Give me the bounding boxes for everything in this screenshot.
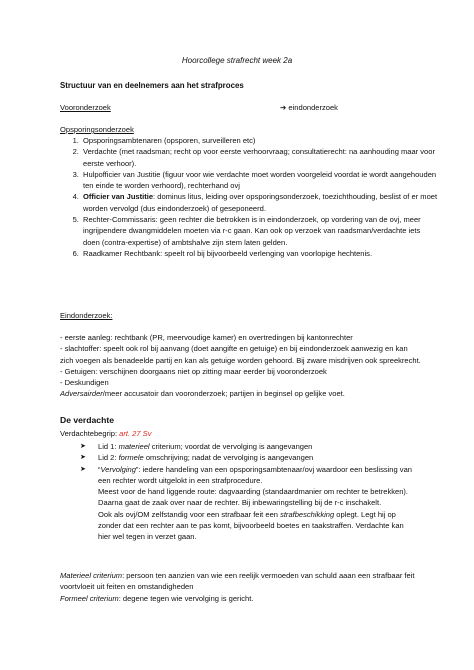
main-heading: Structuur van en deelnemers aan het strafproces [60, 81, 244, 90]
arrow-bullet-icon: ➤ [80, 443, 86, 450]
eind-line: - slachtoffer: speelt ook rol bij aanvang (doet aangifte en getuige) en bij eindonderzoek aanwezig en kan zich voegen als benadeelde partij en kan als getuige worden gehoord. Bij zware misdrijven ook spreekrecht. [60, 344, 421, 365]
lid2-text: omschrijving; nadat de vervolging is aangevangen [143, 453, 314, 463]
eind-line: - eerste aanleg: rechtbank (PR, meervoudige kamer) en overtredingen bij kantonrechter [60, 333, 353, 342]
document-title: Hoorcollege strafrecht week 2a [181, 56, 293, 65]
criterium-line [60, 593, 422, 604]
list-item: 3. Hulpofficier van Justitie (figuur voor wie verdachte moet worden voorgeleid voordat ie wordt aangehouden ten einde te worden verhoord), rechterhand ovj [81, 169, 439, 192]
list-item [76, 441, 416, 452]
verdachtebegrip-line [60, 428, 151, 439]
eindonderzoek-block [60, 332, 422, 400]
arrow-bullet-icon: ➤ [80, 465, 86, 473]
vervolging-term: Vervolging [100, 464, 136, 474]
verdachte-list [76, 441, 416, 543]
strafbeschikking-term: strafbeschikking [280, 509, 335, 519]
vooronderzoek-label: Vooronderzoek [60, 103, 111, 112]
list-item: 5. Rechter-Commissaris: geen rechter die betrokken is in eindonderzoek, op vordering van de ovj, meer ingrijpendere dwangmiddelen moeten via r-c gaan. Kan ook op verzoek van raadsman/verdachte iets doen (contra-expertise) of ambtshalve zijn stem laten gelden. [81, 214, 439, 248]
vervolging-text: ”: iedere handeling van een opsporingsambtenaar/ovj waardoor een beslissing van een rechter wordt uitgelokt in een strafprocedure. [98, 464, 412, 485]
quote-open: “ [98, 464, 101, 474]
arrow-bullet-icon: ➤ [80, 454, 86, 462]
article-reference: art. 27 Sv [119, 429, 152, 438]
criterium-line [60, 570, 422, 593]
adversair-text: /meer accusatoir dan vooronderzoek; partijen in beginsel op gelijke voet. [102, 389, 345, 399]
list-paragraph: Meest voor de hand liggende route: dagvaarding (standaardmanier om rechter te betrekken). Daarna gaat de zaak over naar de rechter. Bij inbewaringstelling bij de r-c inschakelt. [98, 487, 409, 508]
list-item: 2. Verdachte (met raadsman; recht op voor eerste verhoorvraag; consultatierecht: na aanhouding maar voor eerste verhoor). [81, 146, 439, 169]
opsporing-list [60, 135, 439, 259]
materieel-term: Materieel criterium [60, 571, 123, 580]
adversair-term: Adversairder [60, 389, 103, 399]
formeel-term: Formeel criterium [60, 593, 119, 603]
materieel-text: : persoon ten aanzien van wie een reelijk vermoeden van schuld aaan een strafbaar feit voortvloeit uit feiten en omstandigheden [60, 571, 415, 592]
lid1-label: Lid 1: [98, 442, 119, 451]
list-item: 6. Raadkamer Rechtbank: speelt rol bij bijvoorbeeld verlenging van voorlopige hechtenis. [81, 248, 439, 259]
lid1-term: materieel [118, 442, 150, 451]
list-item [76, 452, 416, 463]
lid2-label: Lid 2: [98, 453, 119, 463]
verdachtebegrip-label: Verdachtebegrip: [60, 429, 120, 438]
list-item: 1. Opsporingsambtenaren (opsporen, surveilleren etc) [81, 135, 439, 146]
list-item [76, 464, 416, 487]
list-item [81, 191, 439, 214]
verdachte-heading: De verdachte [60, 415, 114, 425]
ovj-term: Officier van Justitie [83, 192, 154, 202]
opsporingsonderzoek-heading: Opsporingsonderzoek [60, 125, 134, 134]
eindonderzoek-arrow-label: ➔ eindonderzoek [280, 103, 338, 112]
list-paragraph [76, 509, 416, 543]
strafbeschikking-pre: Ook als ovj/OM zelfstandig voor een strafbaar feit een [98, 509, 281, 519]
lid2-term: formele [118, 453, 144, 463]
strafbeschikking-post: oplegt. Legt hij op zonder dat een rechter aan te pas komt, bijvoorbeeld boetes en taakstraffen. Verdachte kan hier wel tegen in verzet gaan. [98, 509, 404, 542]
eind-line: - Deskundigen [60, 378, 109, 388]
formeel-text: : degene tegen wie vervolging is gericht. [118, 593, 254, 603]
eind-line: - Getuigen: verschijnen doorgaans niet op zitting maar eerder bij vooronderzoek [60, 366, 327, 376]
eind-line [60, 388, 422, 399]
ovj-description: : dominus litus, leiding over opsporingsonderzoek, toezichthouding, beslist of er moet worden vervolgd (dus eindonderzoek) of geseponeerd. [83, 192, 438, 213]
lid1-text: criterium; voordat de vervolging is aangevangen [149, 442, 313, 451]
criteria-block [60, 570, 422, 604]
eindonderzoek-heading: Eindonderzoek: [60, 311, 113, 320]
